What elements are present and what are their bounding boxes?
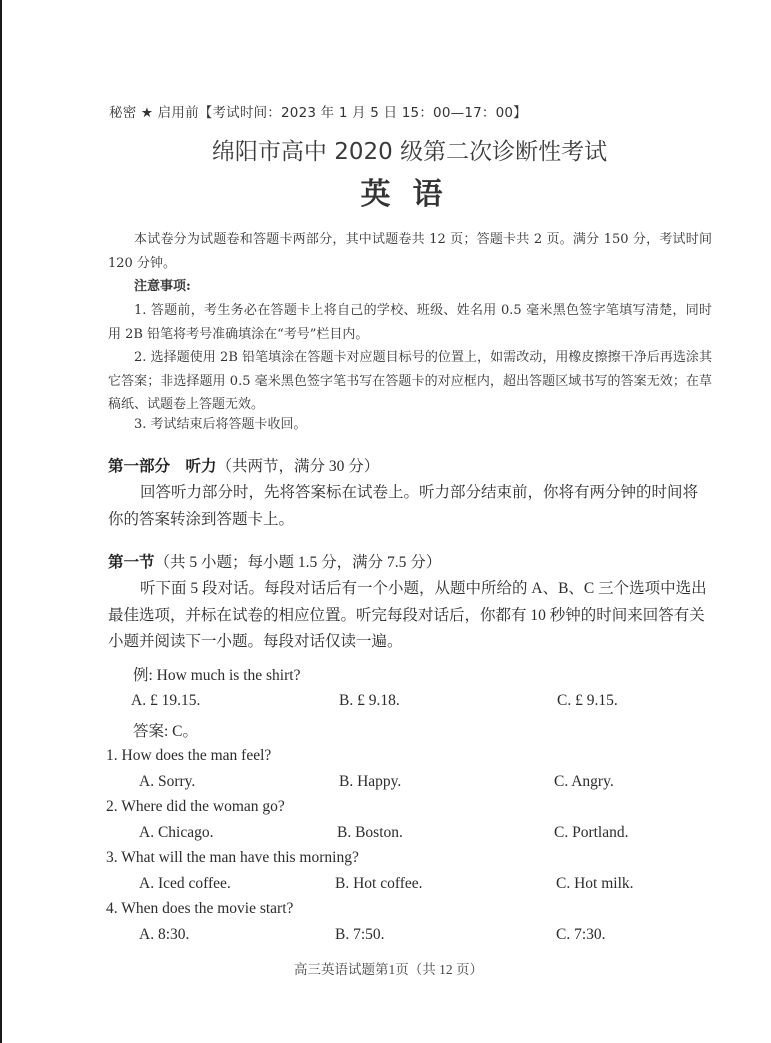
example-question: 例: How much is the shirt? xyxy=(133,667,301,684)
question-3-option-a: A. Iced coffee. xyxy=(139,875,231,892)
question-1-option-a: A. Sorry. xyxy=(139,773,196,790)
question-1-option-c: C. Angry. xyxy=(554,773,614,790)
page-footer: 高三英语试题第1页（共 12 页） xyxy=(294,962,483,977)
question-3: 3. What will the man have this morning? xyxy=(106,849,359,866)
question-4-option-b: B. 7:50. xyxy=(335,926,385,943)
example-option-a: A. £ 19.15. xyxy=(131,692,201,709)
subject-title: 英语 xyxy=(360,177,465,212)
section1-title: 第一节 xyxy=(108,553,155,571)
question-1-option-b: B. Happy. xyxy=(339,773,402,790)
notice-item: 2. 选择题使用 2B 铅笔填涂在答题卡对应题目标号的位置上，如需改动，用橡皮擦擦干净后再选涂其它答案；非选择题用 0.5 毫米黑色签字笔书写在答题卡的对应框内，超出答题区域书写的答案无效；在草稿纸、试题卷上答题无效。 xyxy=(108,350,712,413)
question-3-option-c: C. Hot milk. xyxy=(556,875,634,892)
intro-paragraph: 本试卷分为试题卷和答题卡两部分，其中试题卷共 12 页；答题卡共 2 页。满分 150 分，考试时间 120 分钟。 xyxy=(108,232,712,271)
part1-heading xyxy=(108,453,711,481)
question-4: 4. When does the movie start? xyxy=(106,900,294,917)
example-option-b: B. £ 9.18. xyxy=(339,692,400,709)
question-4-option-a: A. 8:30. xyxy=(139,926,190,943)
part1-title: 第一部分 听力 xyxy=(108,457,217,475)
question-2-option-b: B. Boston. xyxy=(337,824,403,841)
question-2-option-c: C. Portland. xyxy=(554,824,629,841)
exam-title: 绵阳市高中 2020 级第二次诊断性考试 xyxy=(211,139,608,165)
question-2-option-a: A. Chicago. xyxy=(139,824,214,841)
question-3-option-b: B. Hot coffee. xyxy=(335,875,423,892)
notice-item: 3. 考试结束后将答题卡收回。 xyxy=(134,417,307,432)
example-answer: 答案: C。 xyxy=(133,723,199,740)
notice-item: 1. 答题前，考生务必在答题卡上将自己的学校、班级、姓名用 0.5 毫米黑色签字笔填写清楚，同时用 2B 铅笔将考号准确填涂在“考号”栏目内。 xyxy=(108,303,712,342)
question-2: 2. Where did the woman go? xyxy=(106,798,285,815)
question-1: 1. How does the man feel? xyxy=(106,747,272,764)
section1-subtitle: （共 5 小题；每小题 1.5 分，满分 7.5 分） xyxy=(154,554,442,571)
part1-instructions: 回答听力部分时，先将答案标在试卷上。听力部分结束前，你将有两分钟的时间将你的答案转涂到答题卡上。 xyxy=(108,484,699,528)
question-4-option-c: C. 7:30. xyxy=(556,926,606,943)
confidential-line: 秘密 ★ 启用前【考试时间：2023 年 1 月 5 日 15：00—17：00】 xyxy=(109,105,527,121)
section1-instructions: 听下面 5 段对话。每段对话后有一个小题，从题中所给的 A、B、C 三个选项中选出最佳选项，并标在试卷的相应位置。听完每段对话后，你都有 10 秒钟的时间来回答有关小题并阅读下一小题。每段对话仅读一遍。 xyxy=(108,580,707,650)
part1-subtitle: （共两节，满分 30 分） xyxy=(216,458,380,475)
notice-title: 注意事项: xyxy=(134,279,191,294)
section1-heading xyxy=(108,549,711,577)
example-option-c: C. £ 9.15. xyxy=(557,692,618,709)
